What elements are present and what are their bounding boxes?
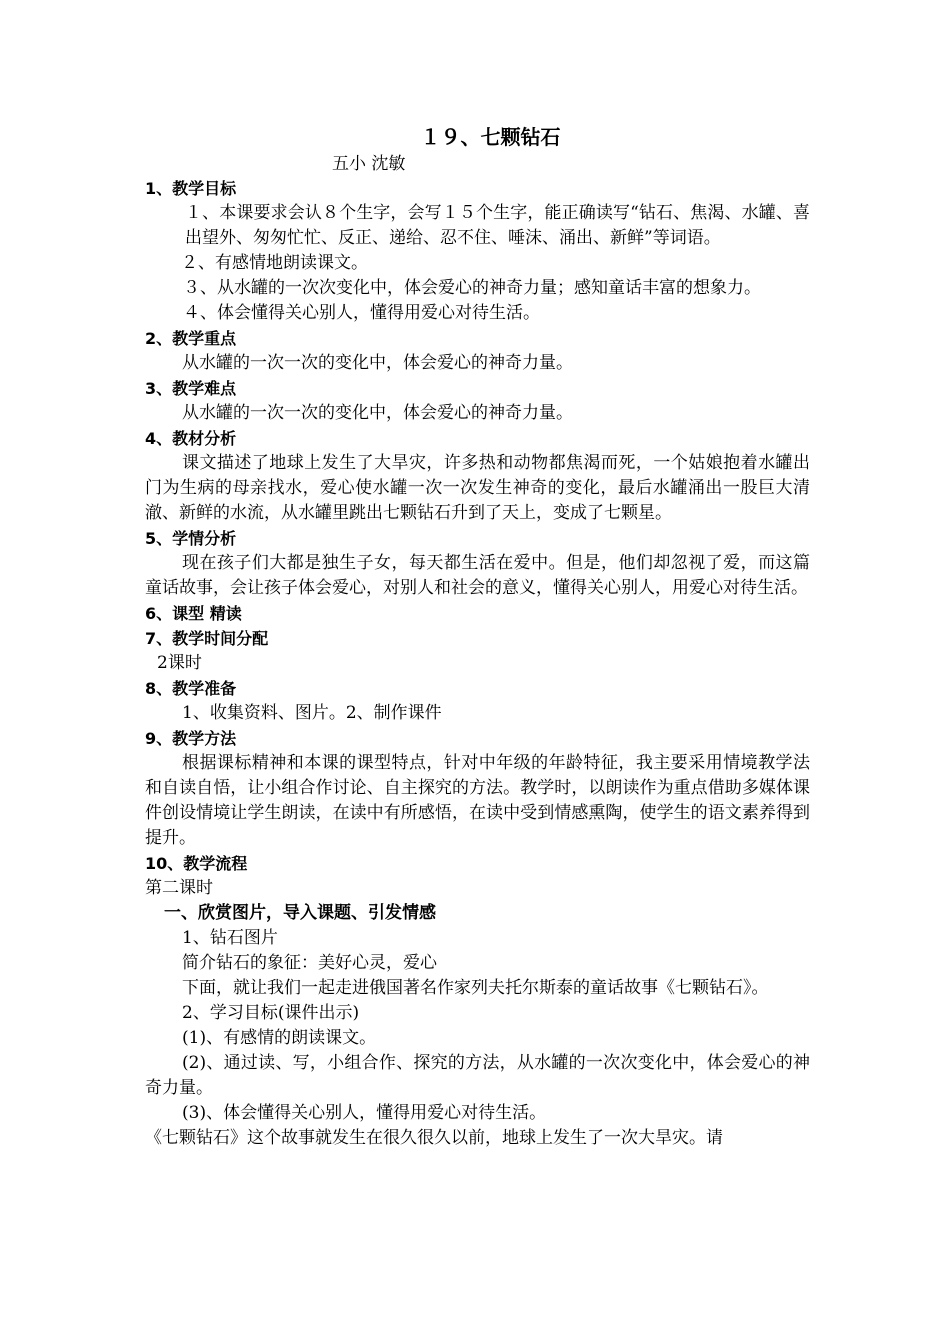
lesson-label: 第二课时 [145,878,213,898]
document-page [145,120,810,1151]
section-heading-methods: 9、教学方法 [145,729,237,748]
section-heading-objectives: 1、教学目标 [145,179,237,198]
key-points-paragraph: 从水罐的一次一次的变化中，体会爱心的神奇力量。 [182,353,573,373]
section-heading-preparation: 8、教学准备 [145,679,237,698]
step-paragraph-6: (2)、通过读、写，小组合作、探究的方法，从水罐的一次次变化中，体会爱心的神奇力量。 [145,1053,810,1098]
section-heading-material-analysis: 4、教材分析 [145,429,237,448]
methods-paragraph: 根据课标精神和本课的课型特点，针对中年级的年龄特征，我主要采用情境教学法和自读自悟，让小组合作讨论、自主探究的方法。教学时，以朗读作为重点借助多媒体课件创设情境让学生朗读，在读中有所感悟，在读中受到情感熏陶，使学生的语文素养得到提升。 [145,753,810,848]
page-title: １９、七颗钻石 [420,125,561,149]
material-analysis-paragraph: 课文描述了地球上发生了大旱灾，许多热和动物都焦渴而死，一个姑娘抱着水罐出门为生病的母亲找水，爱心使水罐一次一次发生神奇的变化，最后水罐涌出一股巨大清澈、新鲜的水流，从水罐里跳出七颗钻石升到了天上，变成了七颗星。 [145,453,810,523]
preparation-paragraph: 1、收集资料、图片。2、制作课件 [182,703,442,723]
step-paragraph-5: (1)、有感情的朗读课文。 [182,1028,377,1048]
step-heading-1: 一、欣赏图片，导入课题、引发情感 [164,903,436,923]
step-paragraph-1: 1、钻石图片 [182,928,278,948]
section-heading-learner-analysis: 5、学情分析 [145,529,237,548]
time-allocation-paragraph: 2课时 [157,653,202,673]
step-paragraph-3: 下面，就让我们一起走进俄国著名作家列夫托尔斯泰的童话故事《七颗钻石》。 [182,978,769,998]
section-heading-difficulties: 3、教学难点 [145,379,237,398]
objective-paragraph-2: ２、有感情地朗读课文。 [181,253,368,273]
author-line: 五小 沈敏 [332,154,406,174]
step-paragraph-2: 简介钻石的象征：美好心灵，爱心 [182,953,437,973]
section-heading-lesson-type: 6、课型 精读 [145,604,242,623]
section-heading-key-points: 2、教学重点 [145,329,237,348]
learner-analysis-paragraph: 现在孩子们大都是独生子女，每天都生活在爱中。但是，他们却忽视了爱，而这篇童话故事，会让孩子体会爱心，对别人和社会的意义，懂得关心别人，用爱心对待生活。 [145,553,810,598]
section-heading-time-allocation: 7、教学时间分配 [145,629,269,648]
step-paragraph-7: (3)、体会懂得关心别人，懂得用爱心对待生活。 [182,1103,547,1123]
objective-paragraph-3: ３、从水罐的一次次变化中，体会爱心的神奇力量；感知童话丰富的想象力。 [183,278,761,298]
step-paragraph-8: 《七颗钻石》这个故事就发生在很久很久以前，地球上发生了一次大旱灾。请 [145,1128,723,1148]
step-paragraph-4: 2、学习目标(课件出示) [182,1003,360,1023]
objective-paragraph-1: １、本课要求会认８个生字，会写１５个生字，能正确读写“钻石、焦渴、水罐、喜出望外、匆匆忙忙、反正、递给、忍不住、唾沫、涌出、新鲜”等词语。 [185,203,810,248]
section-heading-procedure: 10、教学流程 [145,854,248,873]
difficulties-paragraph: 从水罐的一次一次的变化中，体会爱心的神奇力量。 [182,403,573,423]
objective-paragraph-4: ４、体会懂得关心别人，懂得用爱心对待生活。 [183,303,540,323]
